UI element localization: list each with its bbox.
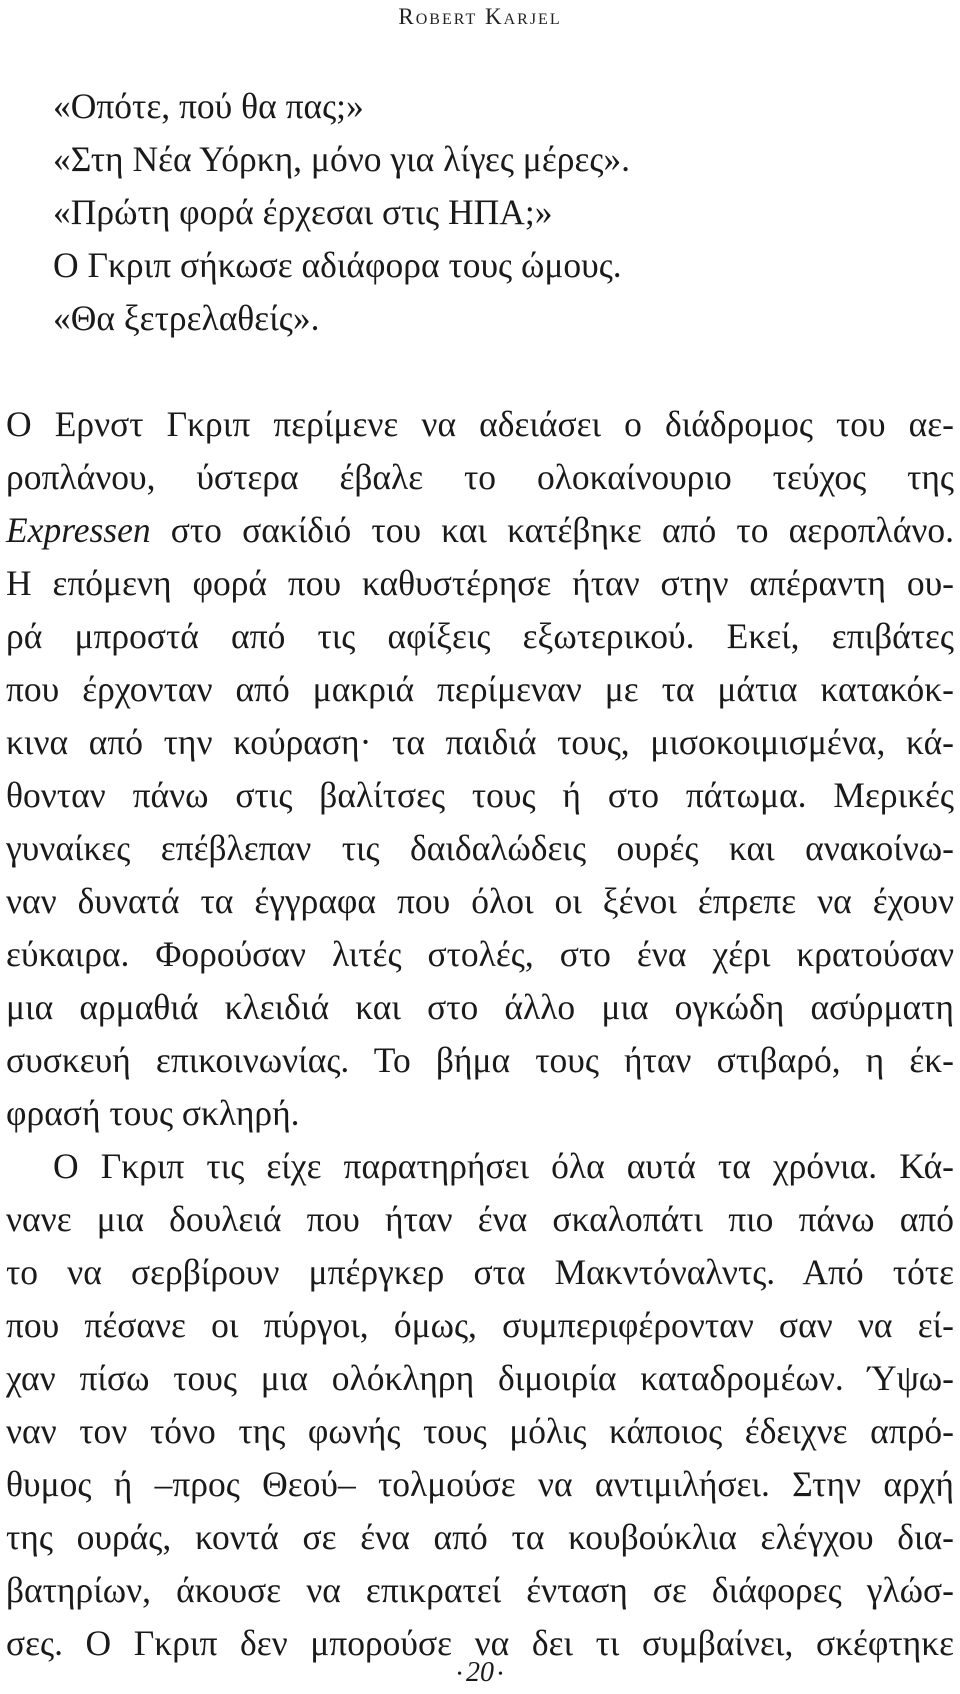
newspaper-title: Expressen	[6, 510, 151, 550]
paragraph-line: θονταν πάνω στις βαλίτσες τους ή στο πάτωμα. Μερικές	[6, 775, 954, 815]
paragraph-line: που πέσανε οι πύργοι, όμως, συμπεριφέρονταν σαν να εί-	[6, 1305, 954, 1345]
page-footer	[0, 1656, 960, 1692]
paragraph-line: φρασή τους σκληρή.	[6, 1093, 300, 1133]
paragraph-line: γυναίκες επέβλεπαν τις δαιδαλώδεις ουρές και ανακοίνω-	[6, 828, 954, 868]
paragraph-line-rest: στο σακίδιό του και κατέβηκε από το αεροπλάνο.	[150, 510, 954, 550]
paragraph-line: της ουράς, κοντά σε ένα από τα κουβούκλια ελέγχου δια-	[6, 1517, 954, 1557]
paragraph-line: κινα από την κούραση· τα παιδιά τους, μισοκοιμισμένα, κά-	[6, 722, 954, 762]
paragraph-line: ναν τον τόνο της φωνής τους μόλις κάποιος έδειχνε απρό-	[6, 1411, 954, 1451]
paragraph-line: βατηρίων, άκουσε να επικρατεί ένταση σε διάφορες γλώσ-	[6, 1570, 954, 1610]
paragraph-line: Η επόμενη φορά που καθυστέρησε ήταν στην απέραντη ου-	[6, 563, 954, 603]
section-break	[6, 345, 954, 398]
paragraph-line: Ο Γκριπ τις είχε παρατηρήσει όλα αυτά τα χρόνια. Κά-	[53, 1146, 954, 1186]
paragraph-line: ναν δυνατά τα έγγραφα που όλοι οι ξένοι έπρεπε να έχουν	[6, 881, 954, 921]
paragraph-line: θυμος ή –προς Θεού– τολμούσε να αντιμιλήσει. Στην αρχή	[6, 1464, 954, 1504]
dialogue-line: «Θα ξετρελαθείς».	[53, 298, 320, 338]
running-head: Robert Karjel	[398, 4, 562, 29]
paragraph-line: που έρχονταν από μακριά περίμεναν με τα μάτια κατακόκ-	[6, 669, 954, 709]
paragraph-line: εύκαιρα. Φορούσαν λιτές στολές, στο ένα χέρι κρατούσαν	[6, 934, 954, 974]
paragraph-line: χαν πίσω τους μια ολόκληρη διμοιρία καταδρομέων. Ύψω-	[6, 1358, 954, 1398]
paragraph-line: ρά μπροστά από τις αφίξεις εξωτερικού. Εκεί, επιβάτες	[6, 616, 954, 656]
page-number: 20	[466, 1657, 494, 1688]
paragraph-line: ροπλάνου, ύστερα έβαλε το ολοκαίνουριο τεύχος της	[6, 457, 954, 497]
body-text	[6, 80, 954, 1670]
dialogue-line: «Οπότε, πού θα πας;»	[53, 86, 364, 126]
paragraph-line: σες. Ο Γκριπ δεν μπορούσε να δει τι συμβαίνει, σκέφτηκε	[6, 1623, 954, 1663]
bullet-ornament: •	[498, 1666, 503, 1682]
dialogue-line: «Στη Νέα Υόρκη, μόνο για λίγες μέρες».	[53, 139, 631, 179]
paragraph-line	[6, 504, 954, 557]
paragraph-line: μια αρμαθιά κλειδιά και στο άλλο μια ογκώδη ασύρματη	[6, 987, 954, 1027]
dialogue-line: «Πρώτη φορά έρχεσαι στις ΗΠΑ;»	[53, 192, 553, 232]
paragraph-line: συσκευή επικοινωνίας. Το βήμα τους ήταν στιβαρό, η έκ-	[6, 1040, 954, 1080]
paragraph-line: νανε μια δουλειά που ήταν ένα σκαλοπάτι πιο πάνω από	[6, 1199, 954, 1239]
paragraph-line: Ο Ερνστ Γκριπ περίμενε να αδειάσει ο διάδρομος του αε-	[6, 404, 954, 444]
bullet-ornament: •	[457, 1666, 462, 1682]
paragraph-line: το να σερβίρουν μπέργκερ στα Μακντόναλντς. Από τότε	[6, 1252, 954, 1292]
dialogue-line: Ο Γκριπ σήκωσε αδιάφορα τους ώμους.	[53, 245, 622, 285]
